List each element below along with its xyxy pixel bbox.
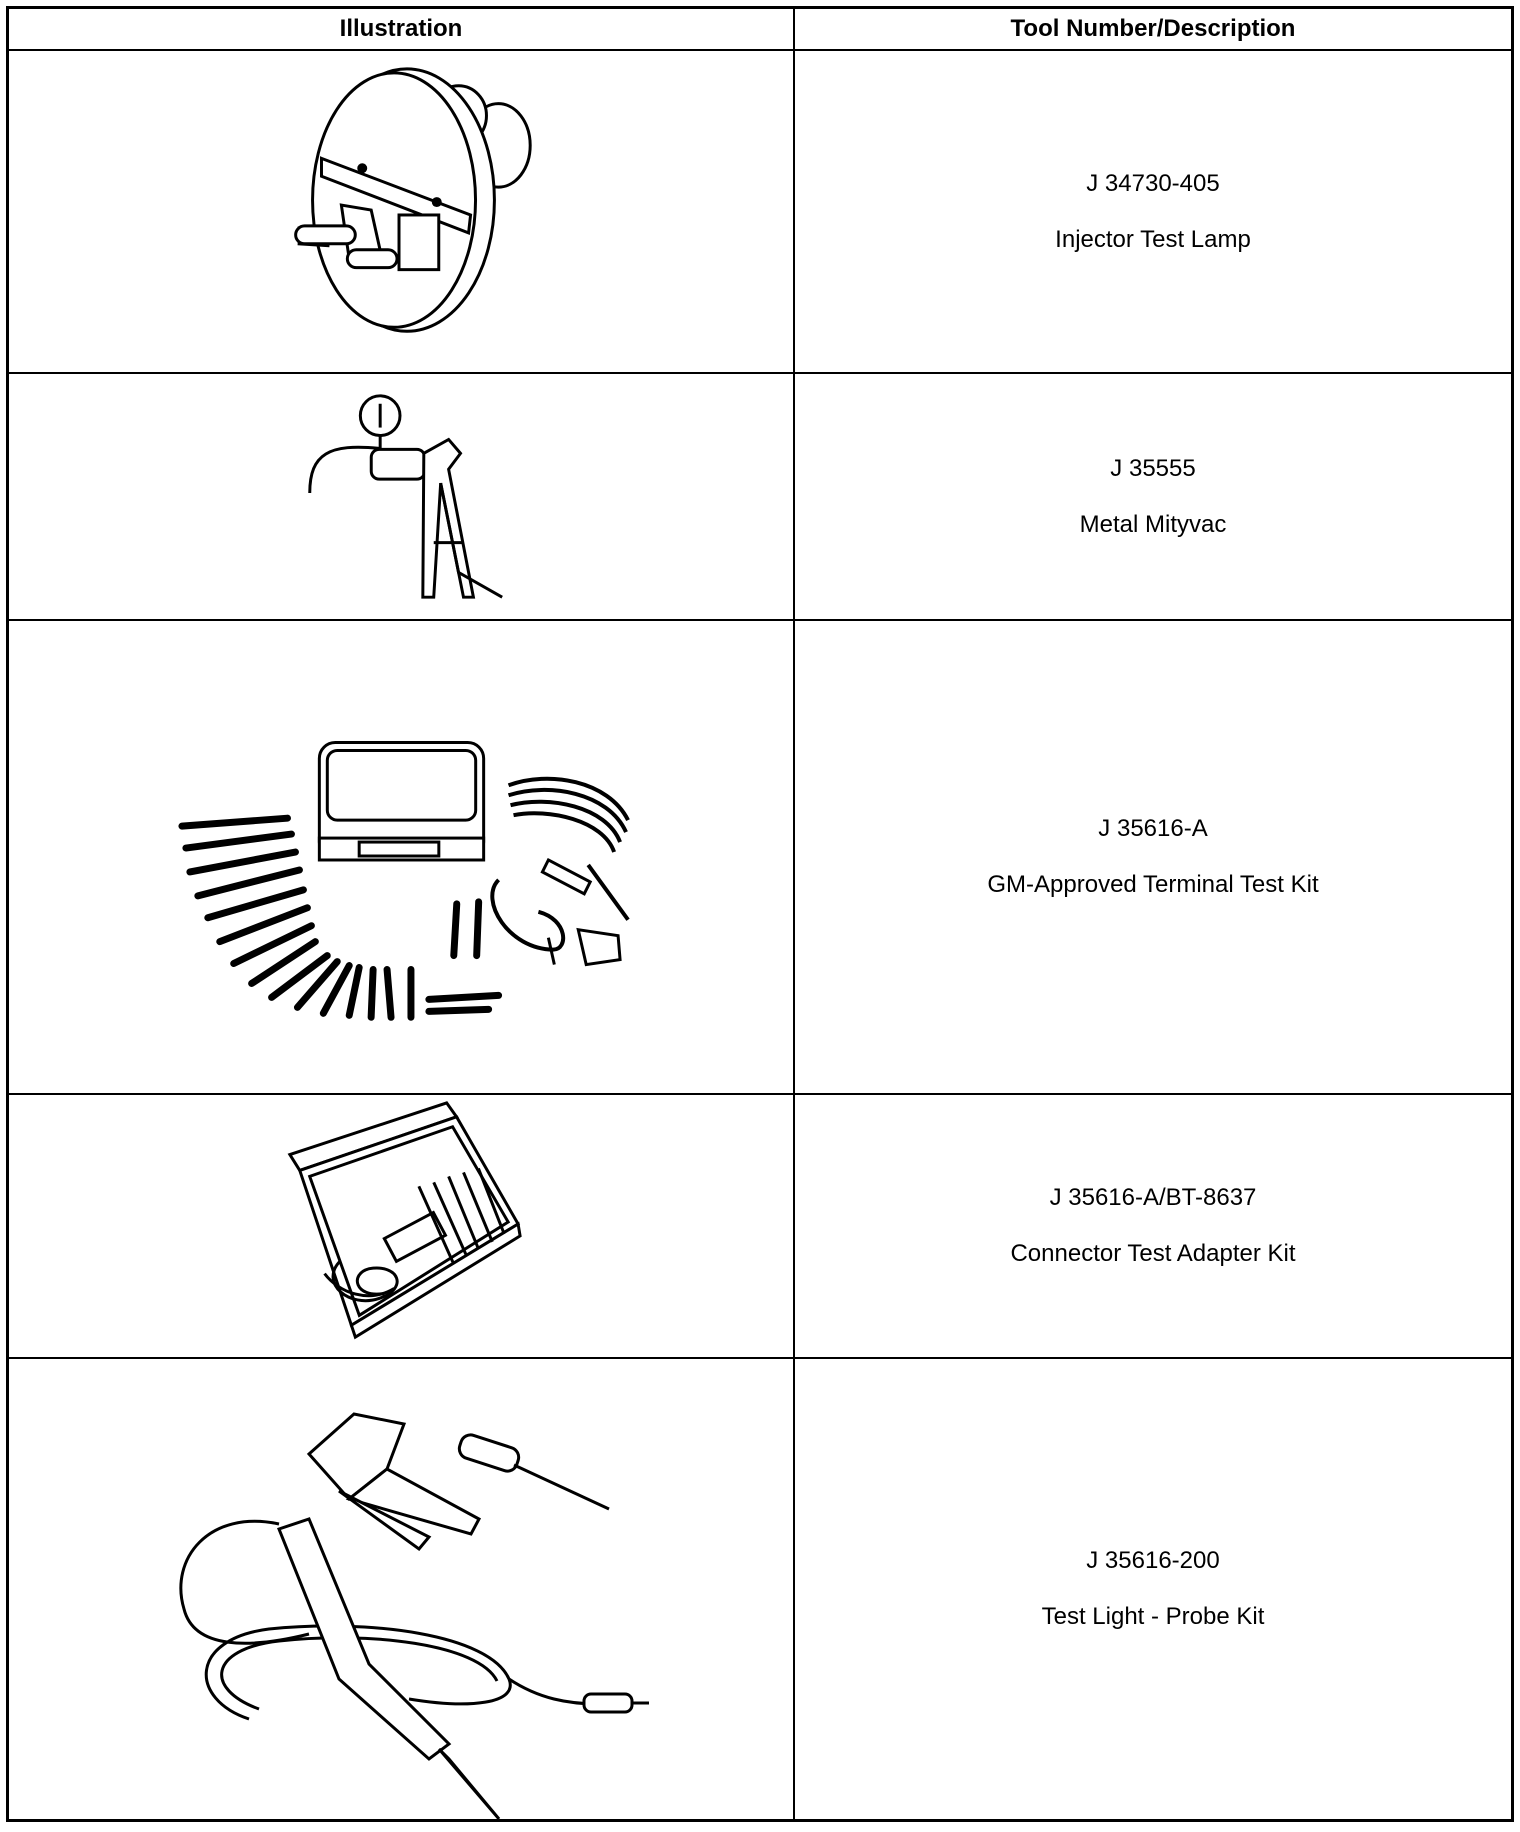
illustration-cell (9, 51, 793, 372)
terminal-test-kit-icon (9, 621, 793, 1093)
description-cell (795, 621, 1511, 1093)
mityvac-icon (9, 374, 793, 619)
tool-number: J 34730-405 (1086, 169, 1220, 197)
tool-description: Connector Test Adapter Kit (1010, 1240, 1296, 1267)
description-cell (795, 51, 1511, 372)
illustration-cell (9, 1095, 793, 1357)
adapter-kit-case-icon (9, 1095, 793, 1357)
illustration-cell (9, 621, 793, 1093)
illustration-cell (9, 1359, 793, 1819)
tool-description: Test Light - Probe Kit (1041, 1603, 1265, 1630)
table-row (9, 51, 1511, 374)
tool-number: J 35616-200 (1086, 1547, 1220, 1574)
tool-description: GM-Approved Terminal Test Kit (987, 871, 1319, 898)
tool-number: J 35555 (1110, 454, 1196, 482)
description-cell (795, 374, 1511, 619)
table-row (9, 1095, 1511, 1359)
header-tool-description: Tool Number/Description (1010, 15, 1296, 42)
tool-description: Injector Test Lamp (1055, 225, 1251, 253)
table-row (9, 374, 1511, 621)
tool-description: Metal Mityvac (1079, 510, 1227, 538)
table-header-row (9, 9, 1511, 51)
injector-test-lamp-icon (9, 51, 793, 372)
header-illustration: Illustration (339, 15, 463, 42)
tool-table (6, 6, 1514, 1822)
illustration-cell (9, 374, 793, 619)
description-cell (795, 1095, 1511, 1357)
tool-number: J 35616-A/BT-8637 (1049, 1184, 1257, 1211)
table-row (9, 1359, 1511, 1819)
test-light-probe-icon (9, 1359, 793, 1819)
table-row (9, 621, 1511, 1095)
tool-number: J 35616-A (1098, 815, 1208, 842)
description-cell (795, 1359, 1511, 1819)
